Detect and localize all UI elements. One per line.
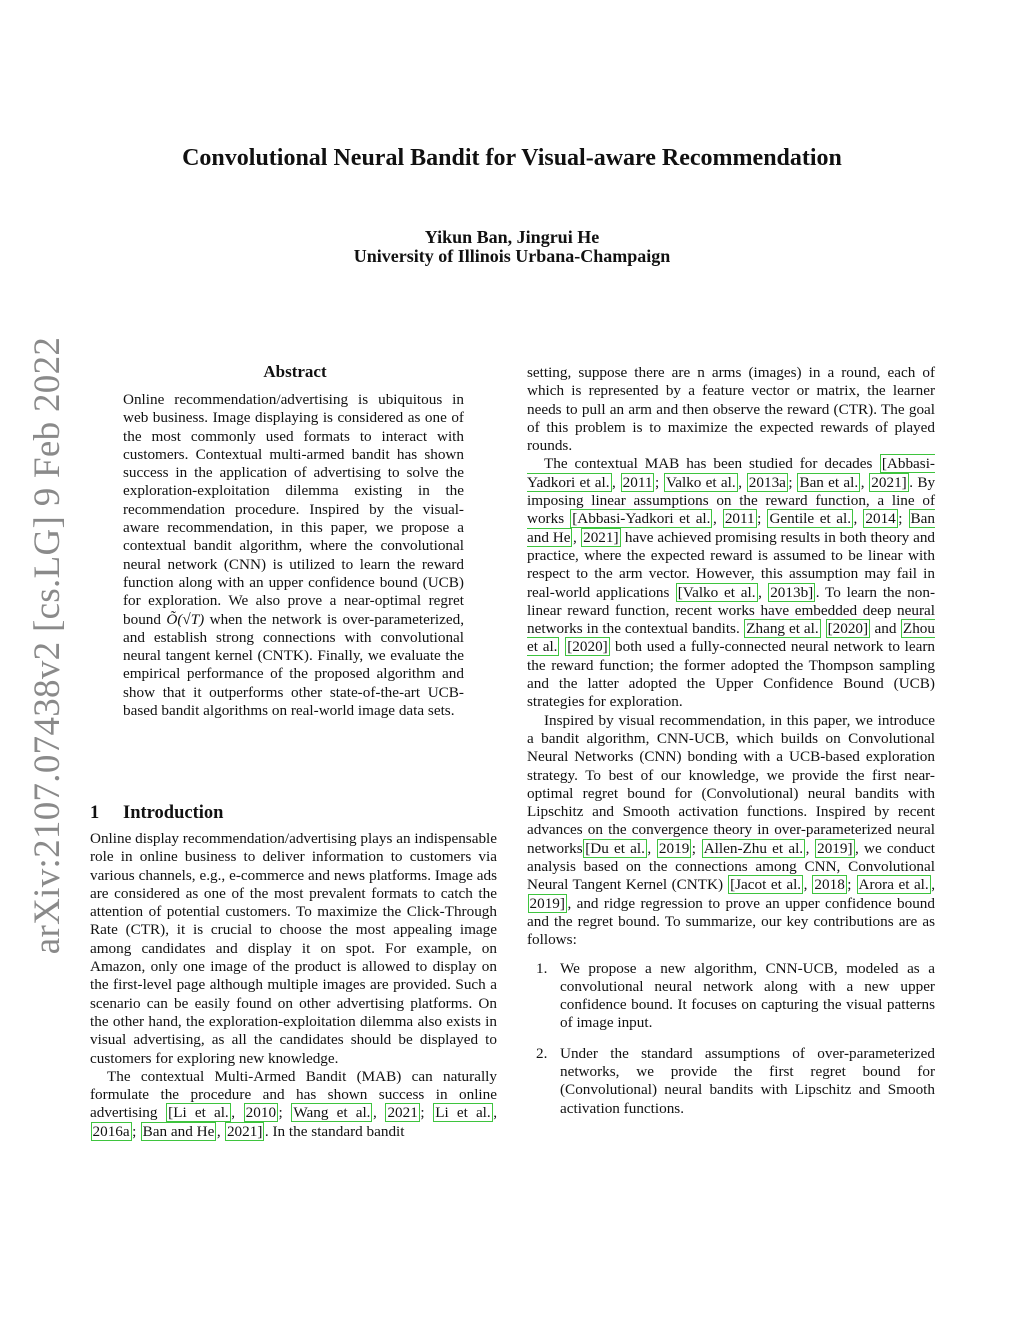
- right-p3-text-c: , and ridge regression to prove an upper confidence bound and the regret bound. To summarize, our key contributions are as follows:: [527, 894, 935, 949]
- citation-link[interactable]: 2011: [724, 510, 755, 528]
- paper-title: Convolutional Neural Bandit for Visual-aware Recommendation: [182, 145, 842, 171]
- right-p2-text-b: . By imposing linear assumptions on the reward function, a line of works: [527, 473, 936, 528]
- abstract-text-a: Online recommendation/advertising is ubiquitous in web business. Image displaying is considered as one of the most commonly used formats to interact with customers. Contextual multi-armed bandit has shown success in the application of advertising to solve the exploration-exploitation dilemma existing in the recommendation procedure. Inspired by the visual-aware recommendation, in this paper, we propose a contextual bandit algorithm, where the convolutional neural network (CNN) is utilized to learn the reward function along with an upper confidence bound (UCB) for exploration. We also prove a near-optimal regret bound: [123, 391, 464, 628]
- right-p2-text-e: and: [870, 620, 901, 638]
- citation-link[interactable]: 2019]: [529, 894, 565, 912]
- citation-link[interactable]: Zhou et al.: [527, 620, 935, 656]
- citation-link[interactable]: [Du et al.: [585, 839, 645, 857]
- abstract-heading: Abstract: [263, 362, 327, 381]
- arxiv-id: arXiv:2107.07438v2 [cs.LG] 9 Feb 2022: [27, 336, 69, 955]
- list-item: [527, 1045, 935, 1118]
- citation-link[interactable]: Arora et al.: [858, 876, 929, 894]
- section-number: 1: [90, 803, 100, 823]
- right-p2-text-a: The contextual MAB has been studied for decades: [544, 455, 880, 473]
- right-p3-text-a: Inspired by visual recommendation, in this paper, we introduce a bandit algorithm, CNN-UCB, which builds on Convolutional Neural Networks (CNN) bonding with a UCB-based exploration strategy. To best of our knowledge, we provide the first near-optimal regret bound for (Convolutional) neural bandits with Lipschitz and Smooth activation functions. Inspired by recent advances on the convergence theory in over-parameterized neural networks: [527, 711, 935, 857]
- citation-link[interactable]: Zhang et al.: [746, 620, 819, 638]
- intro-p2-text-b: . In the standard bandit: [264, 1122, 405, 1140]
- citation-link[interactable]: 2019]: [817, 839, 853, 857]
- citation-link[interactable]: 2021]: [871, 473, 907, 491]
- citation-link[interactable]: Li et al.: [435, 1104, 491, 1122]
- list-item-text: Under the standard assumptions of over-parameterized networks, we provide the first regret bound for (Convolutional) neural bandits with Lipschitz and Smooth activation functions.: [560, 1044, 935, 1117]
- right-p2-text-f: both used a fully-connected neural network to learn the reward function; the former adopted the Thompson sampling and the latter adopted the Upper Confidence Bound (UCB) strategies for exploration.: [527, 638, 936, 711]
- citation-link[interactable]: [Li et al.: [168, 1104, 229, 1122]
- citation-link[interactable]: Ban et al.: [799, 473, 859, 491]
- citation-link[interactable]: 2016a: [92, 1122, 130, 1140]
- citation-link[interactable]: 2021]: [226, 1122, 263, 1140]
- contributions-list: [527, 960, 935, 1118]
- right-paragraph-1: setting, suppose there are n arms (images) in a round, each of which is represented by a feature vector or matrix, the learner needs to pull an arm and then observe the reward (CTR). The goal of this problem is to maximize the expected rewards of played rounds.: [527, 364, 935, 455]
- citation-link[interactable]: [2020]: [827, 620, 869, 638]
- right-p3-text-b: , we conduct analysis based on the connections among CNN, Convolutional Neural Tangent Kernel (CNTK): [527, 839, 936, 894]
- citation-link[interactable]: 2013b]: [770, 583, 814, 601]
- citation-link[interactable]: Wang et al.: [293, 1104, 371, 1122]
- citation-link[interactable]: 2014: [865, 510, 896, 528]
- right-paragraph-3: Inspired by visual recommendation, in this paper, we introduce a bandit algorithm, CNN-UCB, which builds on Convolutional Neural Networks (CNN) bonding with a UCB-based exploration strategy. To best of our knowledge, we provide the first near-optimal regret bound for (Convolutional) neural bandits with Lipschitz and Smooth activation functions. Inspired by recent advances on the convergence theory in over-parameterized neural networks [Du et al. , 2019 ; Allen-Zhu et al. , 2019] , we conduct analysis based on the connections among CNN, Convolutional Neural Tangent Kernel (CNTK) [Jacot et al. , 2018 ; Arora et al. , 2019] , and ridge regression to prove an upper confidence bound and the regret bound. To summarize, our key contributions are as follows:: [527, 711, 936, 949]
- citation-link[interactable]: Valko et al.: [665, 473, 736, 491]
- citation-link[interactable]: [Abbasi-Yadkori et al.: [572, 510, 711, 528]
- citation-link[interactable]: 2019: [658, 839, 690, 857]
- arxiv-sidebar-stamp: [20, 336, 76, 955]
- list-item-number: 1.: [536, 959, 548, 977]
- regret-bound: Õ(√T): [166, 610, 205, 628]
- abstract-text: [123, 391, 464, 720]
- citation-link[interactable]: 2018: [814, 876, 845, 894]
- citation-link[interactable]: Ban and He: [527, 510, 936, 546]
- intro-p2-text-a: The contextual Multi-Armed Bandit (MAB) can naturally formulate the procedure and has shown success in online advertising: [90, 1067, 497, 1122]
- citation-link[interactable]: [2020]: [567, 638, 608, 656]
- introduction-left-column: [90, 830, 497, 1141]
- citation-link[interactable]: 2011: [622, 473, 653, 491]
- intro-paragraph-2: The contextual Multi-Armed Bandit (MAB) can naturally formulate the procedure and has shown success in online advertising [Li et al. , 2010 ; Wang et al. , 2021 ; Li et al. , 2016a ; Ban and He , 2021] . In the standard bandit: [90, 1067, 497, 1140]
- right-paragraph-2: The contextual MAB has been studied for decades [Abbasi-Yadkori et al. , 2011 ; Valko et al. , 2013a ; Ban et al. , 2021] . By imposing linear assumptions on the reward function, a line of works [Abbasi-Yadkori et al. , 2011 ; Gentile et al. , 2014 ; Ban and He , 2021] have achieved promising results in both theory and practice, where the expected reward is assumed to be linear with respect to the arm vector. However, this assumption may fail in real-world applications [Valko et al. , 2013b] . To learn the non-linear reward function, recent works have embedded deep neural networks in the contextual bandits. Zhang et al. [2020] and Zhou et al. [2020] both used a fully-connected neural network to learn the reward function; the former adopted the Thompson sampling and the latter adopted the Upper Confidence Bound (UCB) strategies for exploration.: [527, 455, 936, 711]
- affiliation: University of Illinois Urbana-Champaign: [353, 246, 671, 266]
- list-item: [527, 960, 935, 1033]
- right-p2-text-d: . To learn the non-linear reward function, recent works have embedded deep neural networks in the contextual bandits.: [527, 583, 936, 638]
- citation-link[interactable]: [Jacot et al.: [730, 876, 802, 894]
- author-block: [0, 228, 1024, 266]
- citation-link[interactable]: [Valko et al.: [677, 583, 756, 601]
- abstract-text-b: when the network is over-parameterized, and establish strong connections with convolutional neural tangent kernel (CNTK). Finally, we evaluate the empirical performance of the proposed algorithm and show that it outperforms other state-of-the-art UCB-based bandit algorithms on real-world image data sets.: [123, 610, 465, 720]
- right-column: [527, 364, 935, 1130]
- right-p2-text-c: have achieved promising results in both theory and practice, where the expected reward is assumed to be linear with respect to the arm vector. However, this assumption may fail in real-world applications: [527, 528, 936, 601]
- list-item-number: 2.: [536, 1044, 548, 1062]
- section-title: Introduction: [123, 803, 224, 823]
- section-heading-introduction: [90, 803, 223, 824]
- citation-link[interactable]: Gentile et al.: [769, 510, 851, 528]
- authors: Yikun Ban, Jingrui He: [424, 227, 600, 247]
- citation-link[interactable]: Ban and He: [142, 1122, 215, 1140]
- list-item-text: We propose a new algorithm, CNN-UCB, modeled as a convolutional neural network along with a new upper confidence bound. It focuses on capturing the visual patterns of image input.: [560, 959, 935, 1032]
- intro-paragraph-1: Online display recommendation/advertising plays an indispensable role in online business to deliver information to customers via various channels, e.g., e-commerce and news platforms. Image ads are considered as one of the most prevalent formats to catch the attention of potential customers. To maximize the Click-Through Rate (CTR), it is crucial to choose the most appealing image among candidates and display it on spot. For example, on Amazon, only one image of the product is allowed to display on the first-level page although multiple images are provided. Such a scenario can be easily found on other advertising platforms. On the other hand, the exploration-exploitation dilemma also exists in visual advertising, as all the candidates should be displayed to customers for exploring new knowledge.: [90, 830, 498, 1067]
- citation-link[interactable]: 2013a: [748, 473, 786, 491]
- citation-link[interactable]: 2021]: [583, 528, 619, 546]
- citation-link[interactable]: 2021: [387, 1104, 418, 1122]
- citation-link[interactable]: 2010: [245, 1104, 277, 1122]
- citation-link[interactable]: Allen-Zhu et al.: [703, 839, 804, 857]
- citation-link[interactable]: [Abbasi-Yadkori et al.: [527, 455, 935, 491]
